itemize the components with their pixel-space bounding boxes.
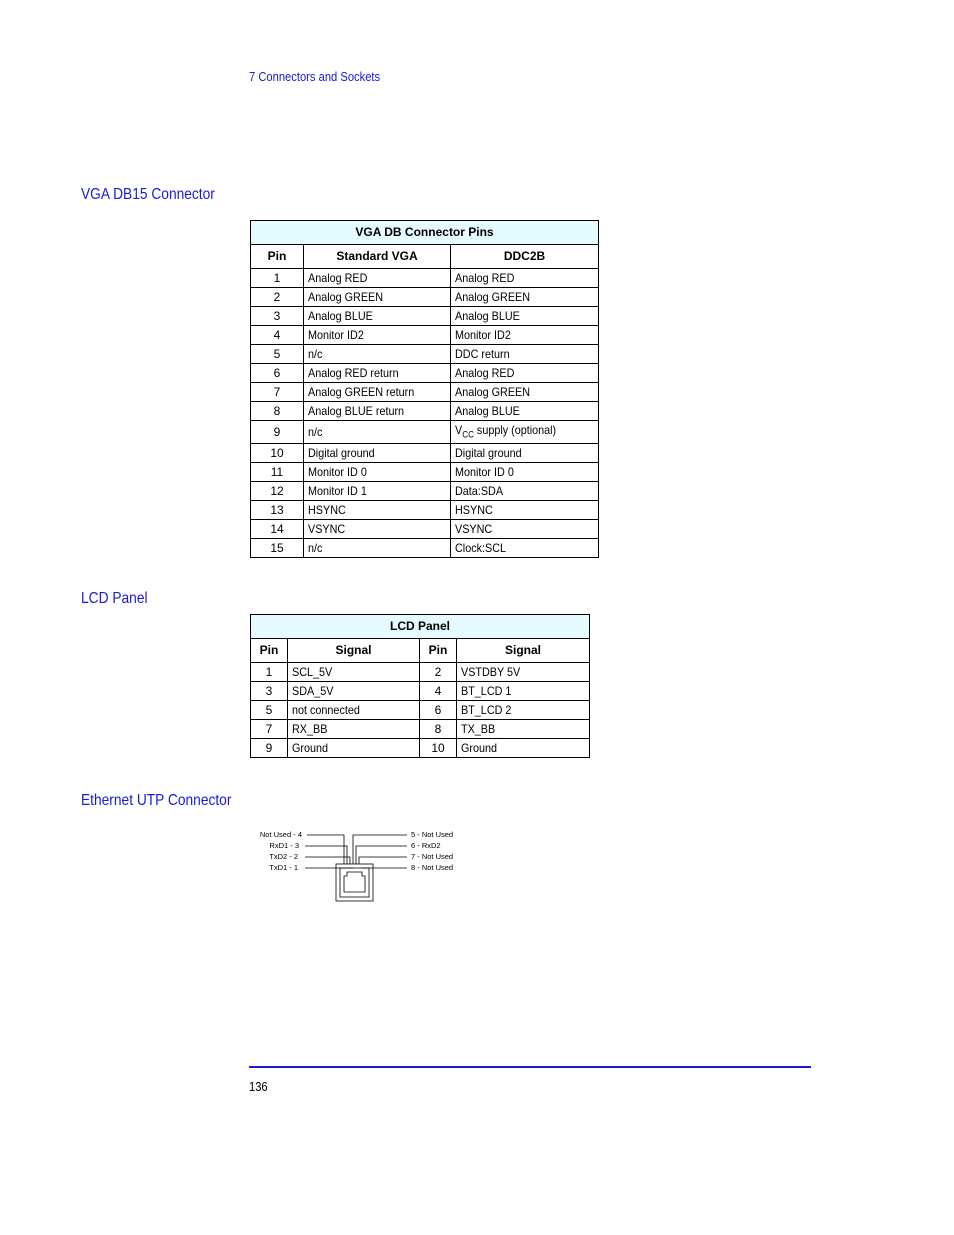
vga-ddc2b-cell: Analog GREEN — [451, 288, 599, 307]
utp-left-label-1: TxD1 - 1 — [269, 863, 298, 872]
utp-right-label-6: 6 - RxD2 — [411, 841, 441, 850]
vga-standard-cell: Analog BLUE — [304, 307, 451, 326]
vga-standard-cell: Monitor ID2 — [304, 326, 451, 345]
vga-ddc2b-cell: VSYNC — [451, 520, 599, 539]
vga-standard-cell: VSYNC — [304, 520, 451, 539]
vga-standard-cell: Analog RED — [304, 269, 451, 288]
utp-wire-7 — [359, 857, 407, 864]
vga-pin-cell: 9 — [251, 421, 304, 444]
table-row — [251, 421, 599, 444]
lcd-pin-cell: 7 — [251, 720, 288, 739]
lcd-pin-cell: 9 — [251, 739, 288, 758]
table-row — [251, 501, 599, 520]
vga-standard-cell: Digital ground — [304, 444, 451, 463]
vga-pin-cell: 14 — [251, 520, 304, 539]
lcd-header-signal-left: Signal — [288, 639, 420, 663]
utp-right-label-7: 7 - Not Used — [411, 852, 454, 861]
table-row — [251, 326, 599, 345]
utp-right-label-5: 5 - Not Used — [411, 830, 454, 839]
lcd-signal-cell: SCL_5V — [288, 663, 420, 682]
vga-pin-cell: 8 — [251, 402, 304, 421]
lcd-header-pin-left: Pin — [251, 639, 288, 663]
utp-wire-2 — [305, 857, 350, 864]
vga-ddc2b-cell: Data:SDA — [451, 482, 599, 501]
footer-rule — [249, 1066, 811, 1068]
lcd-pin-cell: 1 — [251, 663, 288, 682]
vga-standard-cell: Monitor ID 0 — [304, 463, 451, 482]
lcd-signal-cell: BT_LCD 1 — [457, 682, 590, 701]
lcd-signal-cell: BT_LCD 2 — [457, 701, 590, 720]
vga-header-pin: Pin — [251, 245, 304, 269]
table-row — [251, 444, 599, 463]
lcd-signal-cell: RX_BB — [288, 720, 420, 739]
table-row — [251, 345, 599, 364]
table-row — [251, 463, 599, 482]
vga-ddc2b-cell: Analog BLUE — [451, 307, 599, 326]
vga-header-standard: Standard VGA — [304, 245, 451, 269]
lcd-pin-cell: 8 — [420, 720, 457, 739]
lcd-signal-cell: Ground — [288, 739, 420, 758]
vga-standard-cell: n/c — [304, 421, 451, 444]
lcd-header-signal-right: Signal — [457, 639, 590, 663]
lcd-signal-cell: VSTDBY 5V — [457, 663, 590, 682]
lcd-pin-cell: 4 — [420, 682, 457, 701]
lcd-pin-table — [250, 614, 590, 758]
lcd-pin-cell: 5 — [251, 701, 288, 720]
lcd-pin-cell: 10 — [420, 739, 457, 758]
vga-standard-cell: HSYNC — [304, 501, 451, 520]
vga-pin-cell: 2 — [251, 288, 304, 307]
table-row — [251, 402, 599, 421]
lcd-signal-cell: SDA_5V — [288, 682, 420, 701]
vga-standard-cell: Analog BLUE return — [304, 402, 451, 421]
vga-ddc2b-cell: Clock:SCL — [451, 539, 599, 558]
vga-pin-cell: 7 — [251, 383, 304, 402]
lcd-pin-cell: 3 — [251, 682, 288, 701]
lcd-signal-cell: Ground — [457, 739, 590, 758]
vga-section-title: VGA DB15 Connector — [81, 186, 215, 203]
vga-ddc2b-cell: Analog RED — [451, 269, 599, 288]
vga-ddc2b-cell: Monitor ID2 — [451, 326, 599, 345]
page-number: 136 — [249, 1079, 268, 1094]
vga-pin-cell: 3 — [251, 307, 304, 326]
table-row — [251, 383, 599, 402]
table-row — [251, 663, 590, 682]
lcd-table-caption: LCD Panel — [251, 615, 590, 639]
lcd-signal-cell: not connected — [288, 701, 420, 720]
running-head: 7 Connectors and Sockets — [249, 69, 381, 84]
utp-wire-4 — [307, 835, 344, 864]
vga-standard-cell: Analog GREEN return — [304, 383, 451, 402]
vga-standard-cell: Monitor ID 1 — [304, 482, 451, 501]
lcd-pin-cell: 2 — [420, 663, 457, 682]
vga-pin-cell: 6 — [251, 364, 304, 383]
vga-pin-table — [250, 220, 599, 558]
table-row — [251, 701, 590, 720]
utp-right-label-8: 8 - Not Used — [411, 863, 454, 872]
vga-standard-cell: Analog GREEN — [304, 288, 451, 307]
vga-ddc2b-cell: $V_{CC}$ supply (optional) — [451, 421, 599, 444]
vga-header-ddc2b: DDC2B — [451, 245, 599, 269]
vga-table-caption: VGA DB Connector Pins — [251, 221, 599, 245]
utp-left-label-4: Not Used - 4 — [259, 830, 302, 839]
utp-jack-outer — [336, 864, 373, 901]
vga-pin-cell: 10 — [251, 444, 304, 463]
utp-wire-6 — [356, 846, 407, 864]
vga-ddc2b-cell: Analog GREEN — [451, 383, 599, 402]
lcd-signal-cell: TX_BB — [457, 720, 590, 739]
table-row — [251, 539, 599, 558]
table-row — [251, 482, 599, 501]
utp-wire-3 — [305, 846, 347, 864]
table-row — [251, 307, 599, 326]
utp-left-label-3: RxD1 - 3 — [269, 841, 299, 850]
utp-wire-5 — [353, 835, 407, 864]
table-row — [251, 520, 599, 539]
table-row — [251, 364, 599, 383]
ethernet-section-title: Ethernet UTP Connector — [81, 792, 232, 809]
lcd-section-title: LCD Panel — [81, 590, 148, 607]
table-row — [251, 739, 590, 758]
vga-ddc2b-cell: Analog BLUE — [451, 402, 599, 421]
vga-standard-cell: Analog RED return — [304, 364, 451, 383]
vga-pin-cell: 12 — [251, 482, 304, 501]
ethernet-utp-diagram — [252, 826, 472, 906]
utp-left-label-2: TxD2 - 2 — [269, 852, 298, 861]
vga-ddc2b-cell: Digital ground — [451, 444, 599, 463]
lcd-header-pin-right: Pin — [420, 639, 457, 663]
vga-pin-cell: 11 — [251, 463, 304, 482]
table-row — [251, 269, 599, 288]
vga-pin-cell: 4 — [251, 326, 304, 345]
table-row — [251, 682, 590, 701]
table-row — [251, 288, 599, 307]
vga-pin-cell: 5 — [251, 345, 304, 364]
utp-jack-socket — [344, 872, 365, 892]
lcd-pin-cell: 6 — [420, 701, 457, 720]
vga-pin-cell: 13 — [251, 501, 304, 520]
table-row — [251, 720, 590, 739]
vga-ddc2b-cell: Monitor ID 0 — [451, 463, 599, 482]
vga-ddc2b-cell: HSYNC — [451, 501, 599, 520]
vga-ddc2b-cell: Analog RED — [451, 364, 599, 383]
vga-standard-cell: n/c — [304, 539, 451, 558]
vga-pin-cell: 1 — [251, 269, 304, 288]
vga-ddc2b-cell: DDC return — [451, 345, 599, 364]
vga-pin-cell: 15 — [251, 539, 304, 558]
vga-standard-cell: n/c — [304, 345, 451, 364]
